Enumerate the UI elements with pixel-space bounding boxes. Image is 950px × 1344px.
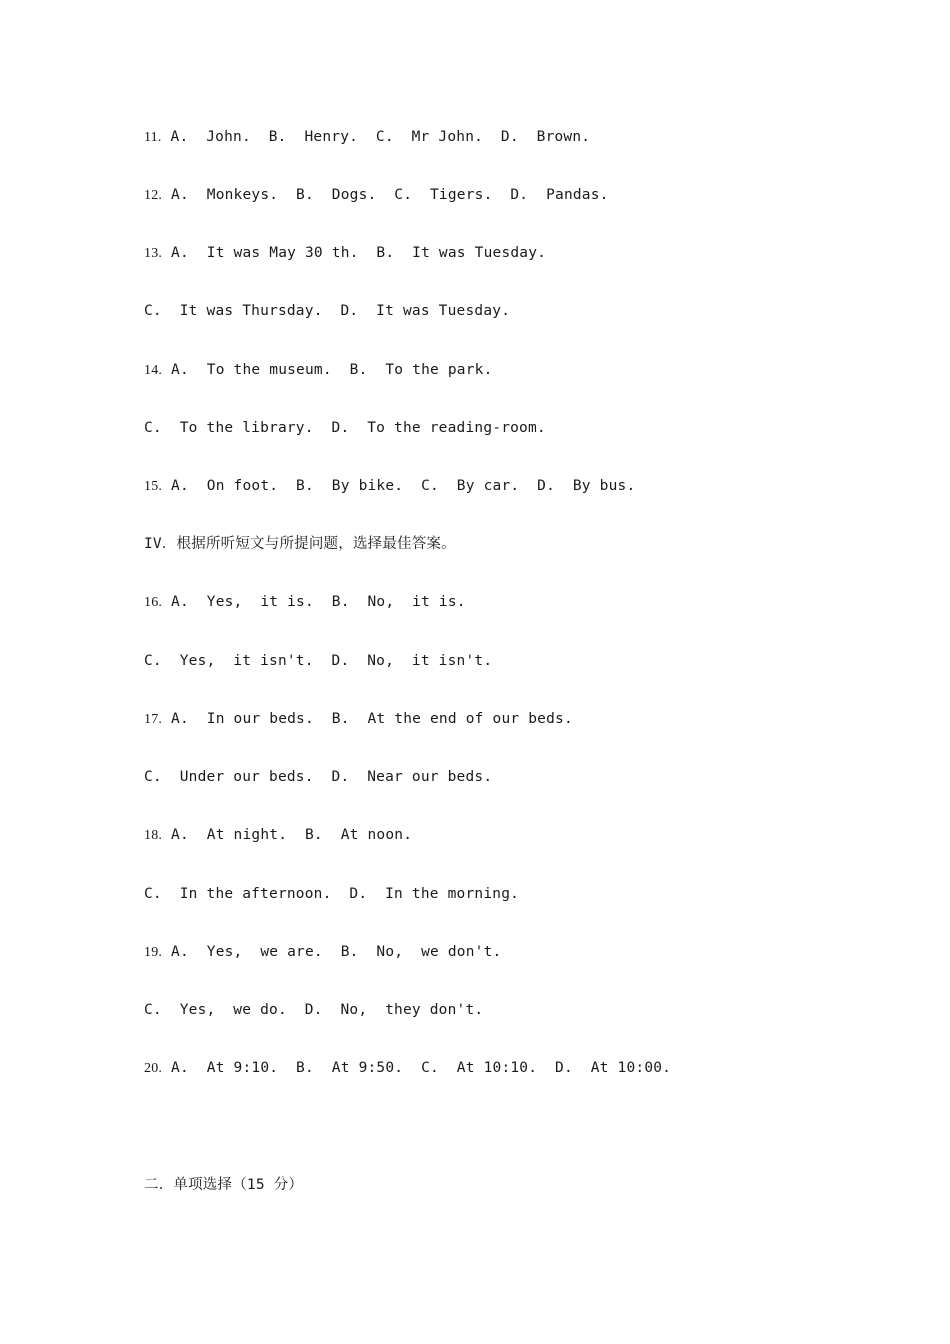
- question-options: C. Under our beds. D. Near our beds.: [144, 769, 493, 785]
- question-options: A. At 9:10. B. At 9:50. C. At 10:10. D. At 10:00.: [162, 1060, 672, 1076]
- question-number: 15.: [144, 479, 163, 494]
- question-options: A. Yes, it is. B. No, it is.: [162, 594, 466, 610]
- question-19: [144, 942, 501, 963]
- question-options: C. Yes, we do. D. No, they don't.: [144, 1002, 484, 1018]
- question-14: [144, 360, 493, 381]
- question-options: C. To the library. D. To the reading-room.: [144, 420, 546, 436]
- question-options: A. Yes, we are. B. No, we don't.: [162, 944, 502, 960]
- question-number: 20.: [144, 1061, 163, 1076]
- question-16: [144, 592, 466, 613]
- question-17-continued: [144, 767, 492, 787]
- question-number: 12.: [144, 188, 163, 203]
- question-options: C. It was Thursday. D. It was Tuesday.: [144, 303, 511, 319]
- question-number: 17.: [144, 712, 163, 727]
- question-number: 16.: [144, 595, 163, 610]
- question-13-continued: [144, 301, 510, 321]
- question-13: [144, 243, 546, 264]
- question-19-continued: [144, 1000, 483, 1020]
- question-number: 19.: [144, 945, 163, 960]
- question-number: 13.: [144, 246, 163, 261]
- section-heading: 二．单项选择（15 分）: [144, 1177, 304, 1193]
- question-options: A. To the museum. B. To the park.: [162, 362, 493, 378]
- question-options: C. Yes, it isn't. D. No, it isn't.: [144, 653, 493, 669]
- question-number: 14.: [144, 363, 163, 378]
- question-number: 18.: [144, 828, 163, 843]
- question-17: [144, 709, 573, 730]
- question-number: 11.: [144, 130, 162, 145]
- question-11: [144, 127, 590, 148]
- question-options: A. Monkeys. B. Dogs. C. Tigers. D. Pandas.: [162, 187, 609, 203]
- question-options: C. In the afternoon. D. In the morning.: [144, 886, 520, 902]
- question-18-continued: [144, 884, 519, 904]
- question-12: [144, 185, 609, 206]
- question-options: A. John. B. Henry. C. Mr John. D. Brown.: [161, 129, 591, 145]
- question-15: [144, 476, 635, 497]
- question-options: A. On foot. B. By bike. C. By car. D. By bus.: [162, 478, 636, 494]
- question-14-continued: [144, 418, 546, 438]
- question-options: A. At night. B. At noon.: [162, 827, 413, 843]
- question-options: A. It was May 30 th. B. It was Tuesday.: [162, 245, 547, 261]
- question-options: A. In our beds. B. At the end of our beds.: [162, 711, 573, 727]
- section-iv-instructions: [144, 534, 456, 554]
- instruction-text: IV．根据所听短文与所提问题，选择最佳答案。: [144, 536, 456, 552]
- question-16-continued: [144, 651, 492, 671]
- question-20: [144, 1058, 671, 1079]
- question-18: [144, 825, 412, 846]
